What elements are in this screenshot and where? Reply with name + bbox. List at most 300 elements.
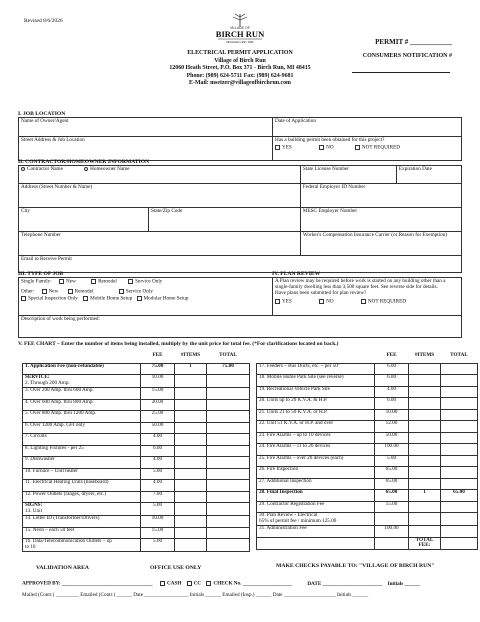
fee-item-total[interactable]: [441, 455, 478, 467]
fee-item-fee: [375, 513, 409, 526]
permit-number[interactable]: PERMIT # ____________: [375, 38, 452, 46]
other-label: Other:: [21, 288, 35, 295]
fee-item-label: [23, 539, 141, 552]
fee-item-label-line2: 65% of permit fee / minimum 125.00: [259, 517, 337, 524]
form-header: [140, 50, 340, 88]
fee-item-label-line1: 26. Fire Inspection: [259, 466, 299, 472]
fee-item-items[interactable]: [175, 375, 207, 388]
logo-name-text: BIRCH RUN: [215, 29, 265, 39]
fee-item-items[interactable]: [175, 399, 207, 411]
form-title: ELECTRICAL PERMIT APPLICATION: [187, 50, 293, 56]
fee-item-total[interactable]: [441, 421, 478, 433]
fee-item-total[interactable]: [207, 468, 250, 480]
fee-item-label-line1: 25. Fire Alarms – over 20 devices (each): [259, 454, 344, 461]
fee-item-label-line1: SIGNS:: [25, 502, 43, 508]
fee-item-total[interactable]: 75.00: [207, 363, 250, 375]
expiration-label: Expiration Date: [398, 166, 432, 172]
village-phone: Phone: (989) 624-5711 Fax: (989) 624-9681: [186, 72, 294, 79]
plan-yes-checkbox[interactable]: [275, 299, 280, 304]
homeowner-radio[interactable]: [84, 167, 88, 171]
fee-row: [23, 539, 250, 552]
fee-item-items[interactable]: [175, 434, 207, 446]
fee-item-total[interactable]: [441, 375, 478, 387]
owner-label: Name of Owner/Agent: [21, 118, 69, 124]
other-service-checkbox[interactable]: [119, 289, 124, 294]
fee-item-items[interactable]: [175, 445, 207, 457]
fee-item-label: [257, 526, 375, 538]
cash-checkbox[interactable]: [160, 581, 165, 586]
building-permit-question: [273, 137, 462, 161]
fee-row: [257, 501, 478, 513]
fee-item-fee: 5.00: [141, 468, 175, 480]
fee-item-total[interactable]: [207, 491, 250, 503]
fee-item-fee: 7.00: [141, 491, 175, 503]
fee-item-items[interactable]: [175, 388, 207, 400]
fee-item-total[interactable]: [207, 457, 250, 469]
fee-row: [257, 409, 478, 421]
fee-item-label-line2: 13. Unit: [25, 507, 43, 514]
fee-item-label-line2: to 10: [25, 543, 36, 550]
fee-item-total[interactable]: [207, 480, 250, 492]
mesc-field[interactable]: [300, 208, 461, 232]
single-remodel-label: Remodel: [98, 278, 117, 285]
fee-item-label: [23, 480, 141, 492]
other-remodel-checkbox[interactable]: [68, 289, 73, 294]
fee-item-label: [257, 386, 375, 398]
fee-item-fee: 15.00: [375, 501, 409, 513]
description-field[interactable]: [19, 316, 462, 338]
fee-item-label-line1: 22. Unit 51 K.V.A. or H.P. and over: [259, 420, 334, 426]
fee-item-label-line2: 2. Through 200 Amp.: [25, 379, 70, 386]
other-new-label: New: [48, 288, 59, 295]
fee-item-total[interactable]: [207, 375, 250, 388]
telephone-field[interactable]: [19, 232, 301, 256]
section-job-location: I. JOB LOCATION: [18, 111, 66, 117]
building-not-required-checkbox[interactable]: [355, 145, 360, 150]
mobile-checkbox[interactable]: [83, 296, 88, 301]
fee-item-items[interactable]: [175, 539, 207, 552]
fee-item-total[interactable]: [207, 539, 250, 552]
plan-no-label: NO: [326, 298, 334, 305]
approval-line: [22, 581, 420, 588]
fee-item-label: [257, 363, 375, 375]
fed-id-label: Federal Employer ID Number: [302, 184, 366, 190]
fee-item-items[interactable]: TOTAL FEE:: [409, 537, 441, 550]
fee-item-total[interactable]: [441, 526, 478, 538]
plan-no-checkbox[interactable]: [319, 299, 324, 304]
fee-row: [257, 421, 478, 433]
fee-item-total[interactable]: [207, 434, 250, 446]
fee-item-total[interactable]: [441, 386, 478, 398]
fee-item-label: [23, 434, 141, 446]
revised-date: Revised 8/6/2026: [24, 18, 63, 24]
plan-review-cell: [273, 278, 462, 316]
fee-item-fee: 15.00: [141, 527, 175, 539]
approval-initials-field[interactable]: Initials ______: [387, 580, 421, 587]
fee-item-items[interactable]: [175, 516, 207, 528]
description-label: Description of work being performed:: [21, 316, 100, 322]
fee-item-label: [257, 478, 375, 490]
contractor-name-field[interactable]: [19, 166, 301, 184]
fee-item-total[interactable]: 65.00: [441, 490, 478, 502]
fee-item-label-line1: 9. Dishwasher: [25, 456, 55, 462]
fee-item-label: [23, 516, 141, 528]
fee-row: [257, 478, 478, 490]
fee-item-label: [23, 388, 141, 400]
fee-item-label-line1: 29. Contractor Registration Fee: [259, 500, 325, 507]
license-label: State License Number: [302, 166, 349, 172]
state-zip-label: State/Zip Code: [151, 208, 183, 214]
check-checkbox[interactable]: [206, 581, 211, 586]
fee-row: [257, 537, 478, 550]
fee-item-fee: 4.00: [141, 480, 175, 492]
fee-item-label-line1: 17. Feeders – Bus Ducts, etc. – per 50': [259, 362, 339, 369]
fee-item-total[interactable]: [441, 501, 478, 513]
other-service-label: Service Only: [125, 288, 153, 295]
fee-item-label-line1: 28. Final Inspection: [259, 489, 303, 495]
fee-item-fee: 5.00: [375, 455, 409, 467]
section-type-of-job: III. TYPE OF JOB: [18, 271, 64, 277]
address-label: Address (Street Number & Name): [21, 184, 93, 190]
fee-row: [23, 527, 250, 539]
date-field[interactable]: [273, 118, 462, 137]
contractor-radio[interactable]: [21, 167, 25, 171]
fee-item-label-line1: 4. Over 600 Amp. thru 800 Amp.: [25, 398, 94, 405]
section-contractor: II. CONTRACTOR/HOMEOWNER INFORMATION: [18, 159, 150, 165]
approved-by-field[interactable]: APPROVED BY: ___________________________________: [22, 580, 153, 587]
fee-table-right: [256, 353, 478, 550]
cc-label: CC: [193, 580, 202, 587]
plan-review-question: Have plans been submitted for plan review?: [275, 289, 367, 296]
consumers-notification: CONSUMERS NOTIFICATION #: [362, 53, 452, 59]
fee-row: [23, 503, 250, 516]
homeowner-name-label: Homeowner Name: [90, 166, 130, 173]
fee-item-fee: 65.00: [375, 490, 409, 502]
fee-row: [257, 490, 478, 502]
fee-item-total[interactable]: [441, 537, 478, 550]
fee-item-total[interactable]: [441, 467, 478, 479]
fee-item-items[interactable]: [409, 398, 441, 410]
fee-item-label-line1: 3. Over 200 Amp. thru 600 Amp.: [25, 387, 94, 393]
fee-item-label-line1: 23. Fire Alarms – up to 10 devices: [259, 431, 331, 438]
fee-item-items[interactable]: 1: [409, 490, 441, 502]
fee-row: [257, 444, 478, 456]
fee-item-fee: 25.00: [141, 411, 175, 423]
fee-item-fee: 10.00: [141, 375, 175, 388]
fee-item-total[interactable]: [207, 388, 250, 400]
fee-item-fee: 4.00: [375, 386, 409, 398]
fee-row: [23, 457, 250, 469]
fee-item-total[interactable]: [207, 422, 250, 434]
license-field[interactable]: [300, 166, 396, 184]
fee-item-items[interactable]: [409, 501, 441, 513]
fee-item-fee: 6.00: [141, 445, 175, 457]
single-service-label: Service Only: [135, 278, 163, 285]
fee-item-total[interactable]: [441, 432, 478, 444]
single-new-checkbox[interactable]: [59, 279, 64, 284]
fee-row: [257, 526, 478, 538]
section-plan-review: IV. PLAN REVIEW: [272, 271, 321, 277]
office-use-only: OFFICE USE ONLY: [150, 565, 202, 571]
modular-checkbox[interactable]: [137, 296, 142, 301]
fee-item-label: [257, 432, 375, 444]
contractor-name-label: Contractor Name: [27, 166, 63, 173]
village-logo: [208, 11, 272, 45]
expiration-field[interactable]: [396, 166, 461, 184]
state-zip-field[interactable]: [149, 208, 301, 232]
fee-header-right-0: [257, 353, 375, 363]
fee-row: [257, 398, 478, 410]
single-family-label: Single Family:: [21, 278, 52, 285]
fee-row: [23, 363, 250, 375]
fee-item-total[interactable]: [441, 398, 478, 410]
fee-item-label-line1: 11. Electrical Heating Units (baseboard): [25, 479, 109, 485]
fee-item-label-line1: 27. Additional Inspection: [259, 477, 312, 484]
fee-item-label-line1: 12. Power Outlets (ranges, dryers, etc.): [25, 490, 107, 497]
fee-item-items[interactable]: [409, 467, 441, 479]
fee-header-left-2: #ITEMS: [180, 352, 201, 358]
fee-item-items[interactable]: [175, 480, 207, 492]
fee-item-items[interactable]: [409, 363, 441, 375]
fee-item-label: [23, 527, 141, 539]
fee-item-total[interactable]: [207, 411, 250, 423]
fee-item-fee: 12.00: [375, 421, 409, 433]
telephone-label: Telephone Number: [21, 232, 61, 238]
fee-item-fee: 6.00: [375, 398, 409, 410]
fee-item-label-line1: 20. Units up to 20 K.V.A. & H.P.: [259, 397, 328, 403]
village-name: Village of Birch Run: [214, 57, 266, 64]
fee-item-label: [23, 491, 141, 503]
fee-item-label-line1: 18. Mobile Home Park Site (see reverse): [259, 374, 344, 380]
fee-item-label: [23, 375, 141, 388]
fee-header-left-3: TOTAL: [219, 352, 237, 358]
fee-row: [23, 468, 250, 480]
fee-item-fee: 20.00: [141, 399, 175, 411]
building-yes-label: YES: [282, 144, 292, 151]
email-label: Email to Receive Permit: [21, 256, 72, 262]
fee-item-fee: 10.00: [375, 409, 409, 421]
checks-payable: MAKE CHECKS PAYABLE TO: "VILLAGE OF BIRCH RUN": [276, 563, 435, 569]
job-type-options: [19, 278, 273, 316]
building-no-label: NO: [326, 144, 334, 151]
fee-item-items[interactable]: [409, 409, 441, 421]
building-no-checkbox[interactable]: [319, 145, 324, 150]
fee-item-fee: 4.00: [141, 434, 175, 446]
fee-item-label-line1: SERVICE:: [25, 374, 50, 380]
fee-row: [23, 491, 250, 503]
fed-id-field[interactable]: [300, 184, 461, 208]
plan-review-text: A Plan review may be required before work is started on any building other than a single-family dwelling less than 3,500 square feet. See reverse side for details.: [275, 278, 446, 290]
fee-item-label: [257, 490, 375, 502]
fee-item-fee: 5.00: [141, 503, 175, 516]
city-field[interactable]: [19, 208, 149, 232]
cc-checkbox[interactable]: [187, 581, 192, 586]
special-label: Special Inspection Only: [28, 296, 78, 302]
fee-item-total[interactable]: [207, 503, 250, 516]
building-not-required-label: NOT REQUIRED: [361, 144, 400, 151]
fee-item-label: [23, 399, 141, 411]
fee-item-items[interactable]: [175, 457, 207, 469]
fee-item-total[interactable]: [441, 409, 478, 421]
street-label: Street Address & Job Location: [21, 137, 85, 143]
mailed-line[interactable]: Mailed (Contr.) _________ Emailed (Contr.) ______ Date _________________ Initials ______ Emailed (Insp.) ______ Date ____________________ Initials ______: [22, 592, 369, 598]
fee-item-total[interactable]: [207, 399, 250, 411]
fee-item-label: [257, 455, 375, 467]
fee-item-total[interactable]: [207, 445, 250, 457]
fee-item-fee: 75.00: [141, 363, 175, 375]
check-number-field[interactable]: CHECK No. ___________________: [213, 580, 293, 587]
fee-item-label: [257, 537, 375, 550]
address-field[interactable]: [19, 184, 301, 208]
plan-not-required-checkbox[interactable]: [361, 299, 366, 304]
fee-item-label-line1: 10. Furnace – Unit heater: [25, 467, 78, 474]
mobile-label: Mobile Home Setup: [90, 296, 133, 302]
fee-item-label-line1: 15. Neon – each 50 feet: [25, 526, 75, 533]
fee-row: [23, 434, 250, 446]
fee-item-label: [23, 503, 141, 516]
other-new-checkbox[interactable]: [42, 289, 47, 294]
fee-row: [23, 516, 250, 528]
fee-item-label: [23, 422, 141, 434]
fee-item-label: [257, 375, 375, 387]
fee-header-left-1: FEE: [152, 352, 163, 358]
fee-item-label-line1: 6. Over 1200 Amp. GFI only: [25, 421, 86, 428]
fee-item-items[interactable]: [175, 422, 207, 434]
fee-item-items[interactable]: [409, 432, 441, 444]
fee-header-left-0: [23, 353, 141, 363]
city-label: City: [21, 208, 30, 214]
fee-item-total[interactable]: [207, 516, 250, 528]
plan-not-required-label: NOT REQUIRED: [367, 298, 406, 305]
fee-item-items[interactable]: [409, 513, 441, 526]
fee-item-items[interactable]: 1: [175, 363, 207, 375]
other-remodel-label: Remodel: [74, 288, 94, 295]
fee-item-total[interactable]: [441, 444, 478, 456]
fee-item-label-line1: 31. Administration Fee: [259, 525, 307, 531]
fee-item-label-line1: 7. Circuits: [25, 433, 47, 439]
cash-label: CASH: [166, 580, 182, 587]
fee-item-fee: 6.00: [375, 375, 409, 387]
fee-item-fee: 15.00: [141, 388, 175, 400]
fee-item-items[interactable]: [175, 468, 207, 480]
job-location-table: [18, 117, 462, 161]
fee-header-right-3: TOTAL: [450, 352, 468, 358]
fee-item-label-line1: 30. Plan Review - Electrical: [259, 512, 318, 518]
validation-area: VALIDATION AREA: [36, 565, 90, 571]
fee-item-total[interactable]: [441, 478, 478, 490]
fee-item-label: [257, 444, 375, 456]
fee-item-items[interactable]: [409, 444, 441, 456]
single-new-label: New: [66, 278, 76, 285]
fee-item-items[interactable]: [175, 491, 207, 503]
fee-row: [23, 399, 250, 411]
building-permit-question-text: Has a building permit been obtained for this project?: [275, 137, 385, 143]
fee-row: [257, 432, 478, 444]
single-remodel-checkbox[interactable]: [91, 279, 96, 284]
contractor-table: [18, 165, 462, 273]
fee-item-label: [257, 398, 375, 410]
owner-field[interactable]: [19, 118, 273, 137]
fee-chart-title: V. FEE CHART – Enter the number of items being installed, multiply by the unit price for total fee. (*For clarifications located on back.): [18, 341, 339, 347]
fee-item-fee: 100.00: [375, 444, 409, 456]
fee-header-right-2: #ITEMS: [414, 352, 435, 358]
village-address: 12060 Heath Street, P.O. Box 371 - Birch Run, MI 48415: [169, 65, 311, 72]
fee-item-label: [257, 409, 375, 421]
fee-row: [23, 388, 250, 400]
logo-top-text: VILLAGE OF: [230, 26, 250, 30]
fee-item-fee: 6.00: [375, 363, 409, 375]
street-field[interactable]: [19, 137, 273, 161]
fee-row: [257, 375, 478, 387]
fee-item-items[interactable]: [409, 526, 441, 538]
fee-row: [23, 411, 250, 423]
fee-item-fee: 65.00: [375, 467, 409, 479]
fee-item-label: [23, 445, 141, 457]
fee-item-items[interactable]: [409, 455, 441, 467]
fee-row: [257, 467, 478, 479]
fee-item-fee: 50.00: [375, 432, 409, 444]
fee-item-label-line1: 1. Application Fee (non-refundable): [25, 362, 104, 369]
fee-item-label-line1: 5. Over 800 Amp. thru 1200 Amp.: [25, 410, 97, 416]
fee-item-fee: 5.00: [141, 539, 175, 552]
fee-header-right-1: FEE: [386, 352, 397, 358]
fee-item-total[interactable]: [441, 513, 478, 526]
fee-item-label: [23, 411, 141, 423]
email-field[interactable]: [19, 256, 462, 273]
fee-row: [257, 455, 478, 467]
workers-comp-label: Worker's Compensation Insurance Carrier (or Reason for Exemption): [302, 232, 448, 238]
fee-item-label-line1: 8. Lighting Fixtures - per 25: [25, 444, 84, 451]
building-yes-checkbox[interactable]: [275, 145, 280, 150]
fee-item-label: [257, 467, 375, 479]
fee-item-label: [257, 513, 375, 526]
fee-item-items[interactable]: [409, 421, 441, 433]
fee-item-label-line1: 14. Letter ID (Transformer/Drivers): [25, 515, 100, 521]
fee-item-label: [23, 457, 141, 469]
fee-item-items[interactable]: [409, 478, 441, 490]
job-type-table: [18, 277, 462, 338]
single-service-checkbox[interactable]: [128, 279, 133, 284]
workers-comp-field[interactable]: [300, 232, 461, 256]
fee-table-left: [22, 353, 250, 552]
fee-item-items[interactable]: [175, 503, 207, 516]
fee-item-fee: 4.00: [141, 457, 175, 469]
fee-item-items[interactable]: [175, 411, 207, 423]
fee-item-total[interactable]: [441, 363, 478, 375]
fee-item-items[interactable]: [409, 375, 441, 387]
fee-item-label: [23, 363, 141, 375]
fee-item-fee: 100.00: [375, 526, 409, 538]
approval-date-field[interactable]: DATE _______________________: [307, 580, 383, 587]
fee-item-total[interactable]: [207, 527, 250, 539]
fee-row: [257, 363, 478, 375]
date-label: Date of Application: [275, 118, 316, 124]
fee-row: [23, 422, 250, 434]
consumers-notification-field[interactable]: [352, 72, 450, 73]
logo-bottom-text: MICHIGAN • EST. 1852: [226, 41, 254, 44]
village-email: E-Mail: msetzer@villageofbirchrun.com: [189, 80, 291, 87]
fee-row: [257, 386, 478, 398]
fee-item-items[interactable]: [409, 386, 441, 398]
fee-row: [257, 513, 478, 526]
fee-row: [23, 445, 250, 457]
special-checkbox[interactable]: [21, 296, 26, 301]
fee-item-items[interactable]: [175, 527, 207, 539]
mesc-label: MESC Employer Number: [302, 208, 358, 214]
fee-item-label-line1: 21. Units 21 to 50 K.V.A. or H.P.: [259, 408, 328, 415]
modular-label: Modular Home Setup: [143, 296, 189, 302]
fee-item-label: [23, 468, 141, 480]
